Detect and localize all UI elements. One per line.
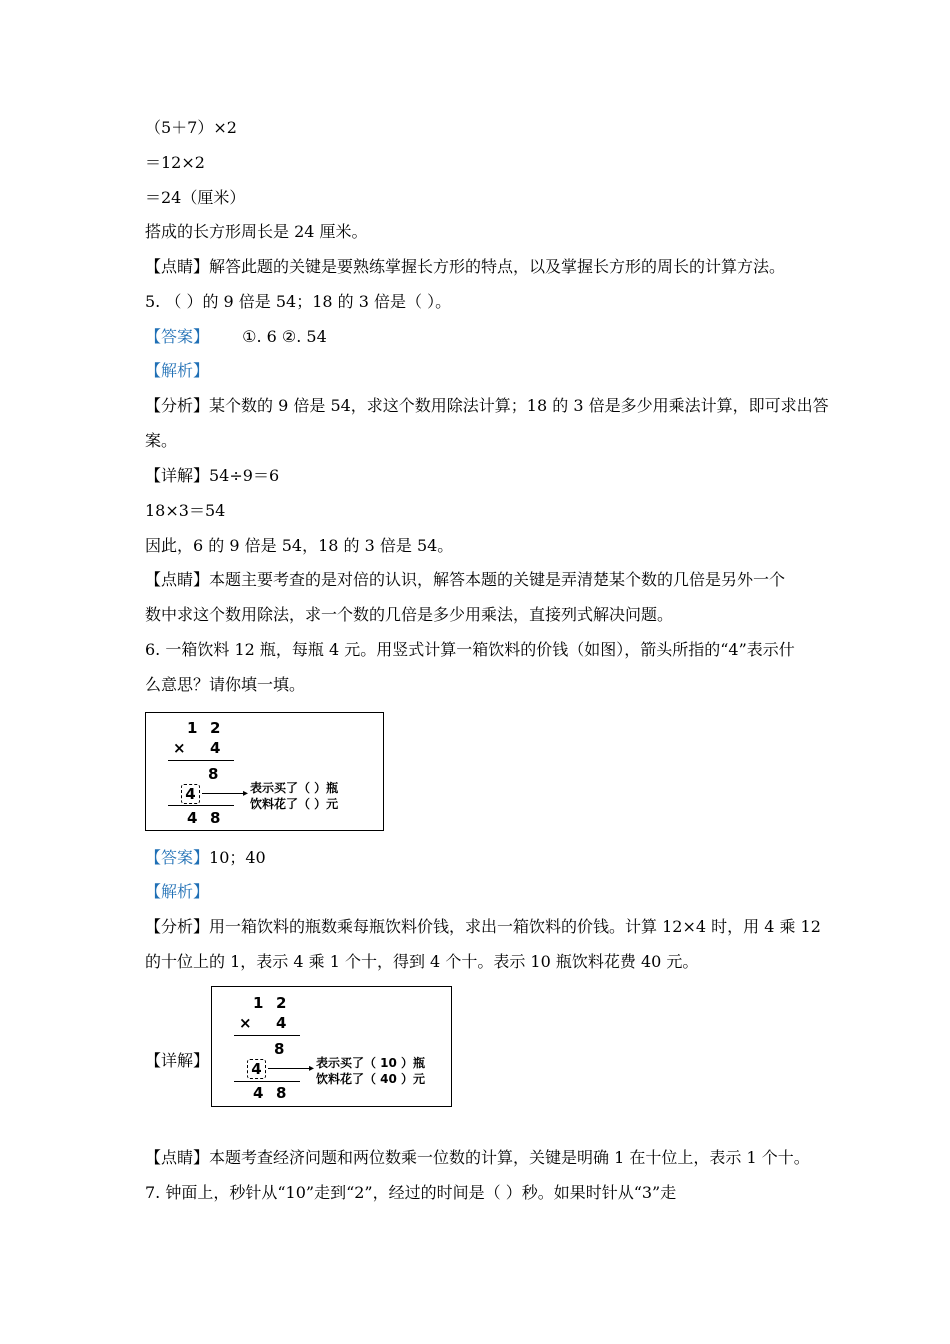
arrow-head-icon: ▸	[309, 1063, 315, 1074]
analysis-6-line-1: 【分析】用一箱饮料的瓶数乘每瓶饮料价钱，求出一箱饮料的价钱。计算 12×4 时，用 4 乘 12	[145, 917, 821, 936]
analysis-5-line-2: 案。	[145, 431, 178, 450]
answer-6	[145, 848, 266, 868]
detail-tag-6: 【详解】	[145, 1051, 210, 1070]
analysis-6-line-2: 的十位上的 1，表示 4 乘 1 个十，得到 4 个十。表示 10 瓶饮料花费 40 元。	[145, 952, 699, 971]
answer-value: 10；40	[209, 848, 266, 867]
label-money: 饮料花了（ ）元	[250, 797, 339, 811]
times-sign: ×	[239, 1014, 252, 1032]
digit: 8	[208, 765, 219, 783]
detail-5-line-2: 18×3＝54	[145, 501, 226, 520]
analysis-5-line-1: 【分析】某个数的 9 倍是 54，求这个数用除法计算；18 的 3 倍是多少用乘法计算，即可求出答	[145, 396, 829, 415]
calc-line-3: ＝24（厘米）	[145, 188, 246, 207]
key-point-4: 【点睛】解答此题的关键是要熟练掌握长方形的特点，以及掌握长方形的周长的计算方法。	[145, 257, 786, 276]
arrow-line	[268, 1068, 312, 1069]
label-bottles: 表示买了（ 10 ）瓶	[316, 1056, 426, 1070]
arrow-head-icon: ▸	[243, 788, 249, 799]
digit: 4	[187, 809, 198, 827]
digit: 4	[253, 1084, 264, 1102]
label-money: 饮料花了（ 40 ）元	[316, 1072, 426, 1086]
calc-rule	[234, 1035, 300, 1036]
digit: 1	[253, 994, 264, 1012]
digit: 1	[187, 719, 198, 737]
calc-rule	[234, 1081, 300, 1082]
vertical-multiplication-figure-answered	[211, 986, 452, 1107]
digit: 8	[276, 1084, 287, 1102]
detail-5-line-3: 因此，6 的 9 倍是 54，18 的 3 倍是 54。	[145, 536, 454, 555]
calc-line-2: ＝12×2	[145, 153, 205, 172]
calc-rule	[168, 760, 234, 761]
digit: 2	[276, 994, 287, 1012]
key-point-5-line-1: 【点睛】本题主要考查的是对倍的认识，解答本题的关键是弄清楚某个数的几倍是另外一个	[145, 570, 786, 589]
question-6-line-2: 么意思？请你填一填。	[145, 675, 306, 694]
key-point-6: 【点睛】本题考查经济问题和两位数乘一位数的计算，关键是明确 1 在十位上，表示 1 个十。	[145, 1148, 810, 1167]
answer-5	[145, 327, 327, 347]
highlighted-digit: 4	[181, 784, 200, 804]
analysis-tag-6: 【解析】	[145, 882, 210, 901]
digit: 4	[210, 739, 221, 757]
calc-line-1: （5＋7）×2	[145, 118, 237, 137]
conclusion-text: 搭成的长方形周长是 24 厘米。	[145, 222, 368, 241]
detail-5-line-1: 【详解】54÷9＝6	[145, 466, 280, 485]
key-point-5-line-2: 数中求这个数用除法，求一个数的几倍是多少用乘法，直接列式解决问题。	[145, 605, 674, 624]
calc-rule	[168, 805, 234, 806]
analysis-tag-5: 【解析】	[145, 361, 210, 380]
arrow-line	[202, 793, 246, 794]
highlighted-digit: 4	[247, 1059, 266, 1079]
digit: 2	[210, 719, 221, 737]
question-6-line-1: 6. 一箱饮料 12 瓶，每瓶 4 元。用竖式计算一箱饮料的价钱（如图），箭头所指的“4”表示什	[145, 640, 795, 659]
question-5: 5. （ ）的 9 倍是 54；18 的 3 倍是（ ）。	[145, 292, 452, 311]
label-bottles: 表示买了（ ）瓶	[250, 781, 339, 795]
question-7-line-1: 7. 钟面上，秒针从“10”走到“2”，经过的时间是（ ）秒。如果时针从“3”走	[145, 1183, 677, 1202]
digit: 8	[274, 1040, 285, 1058]
digit: 4	[276, 1014, 287, 1032]
digit: 8	[210, 809, 221, 827]
times-sign: ×	[173, 739, 186, 757]
answer-value: ①. 6 ②. 54	[242, 327, 327, 346]
answer-tag: 【答案】	[145, 327, 210, 346]
answer-tag: 【答案】	[145, 848, 210, 867]
vertical-multiplication-figure	[145, 712, 384, 831]
